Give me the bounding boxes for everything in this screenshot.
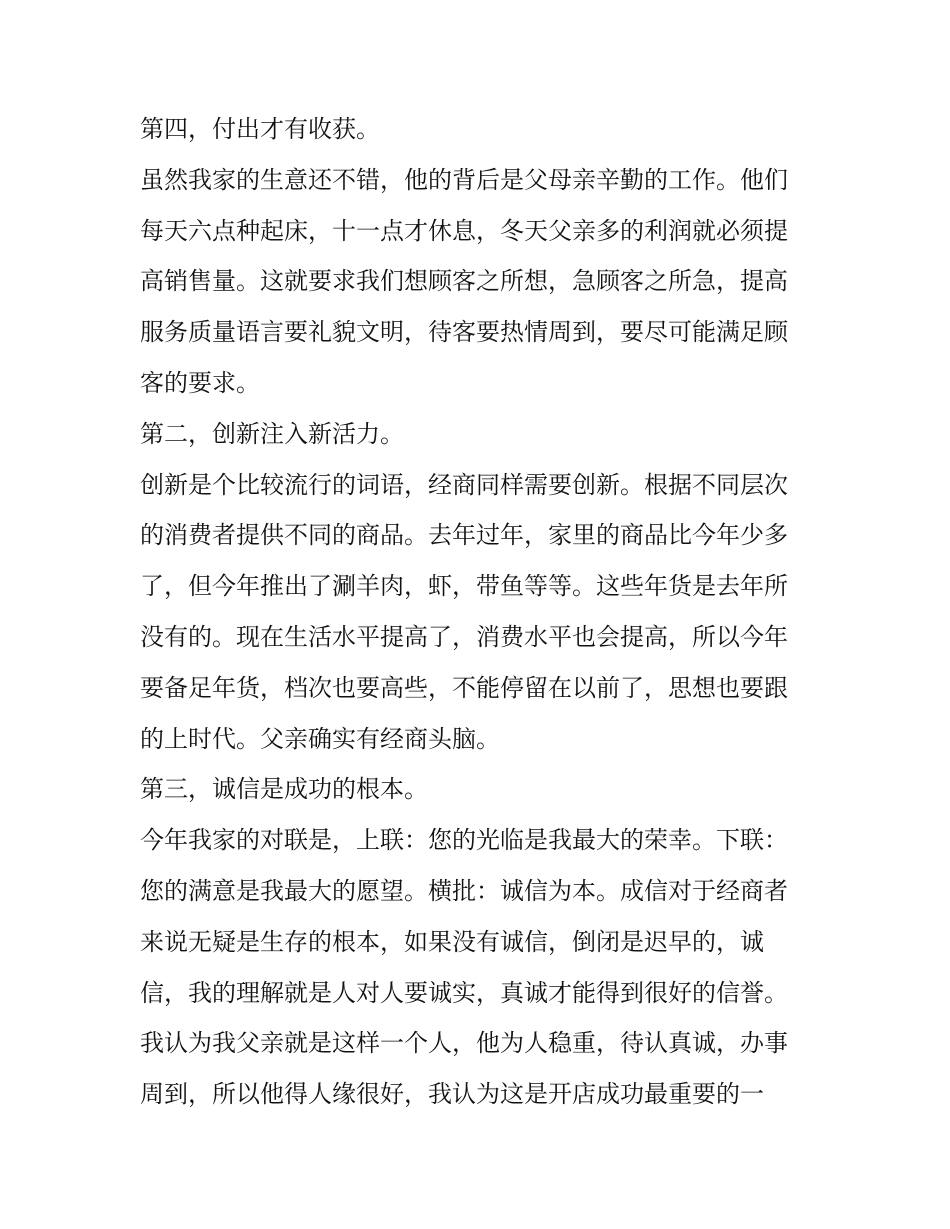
text-line-heading-2: 第二，创新注入新活力。 xyxy=(140,419,404,448)
text-line: 没有的。现在生活水平提高了，消费水平也会提高，所以今年 xyxy=(140,622,788,651)
text-line: 客的要求。 xyxy=(140,368,260,397)
text-line: 服务质量语言要礼貌文明，待客要热情周到，要尽可能满足顾 xyxy=(140,318,788,347)
text-line-heading-3: 第三，诚信是成功的根本。 xyxy=(140,775,428,804)
text-line: 来说无疑是生存的根本，如果没有诚信，倒闭是迟早的，诚 xyxy=(140,927,764,956)
text-line: 每天六点种起床，十一点才休息，冬天父亲多的利润就必须提 xyxy=(140,216,788,245)
document-body xyxy=(140,104,820,1120)
text-line: 的消费者提供不同的商品。去年过年，家里的商品比今年少多 xyxy=(140,521,788,550)
text-line: 要备足年货，档次也要高些，不能停留在以前了，思想也要跟 xyxy=(140,673,788,702)
text-line: 我认为我父亲就是这样一个人，他为人稳重，待认真诚，办事 xyxy=(140,1029,788,1058)
text-line: 了，但今年推出了涮羊肉，虾，带鱼等等。这些年货是去年所 xyxy=(140,572,788,601)
text-line: 高销售量。这就要求我们想顾客之所想，急顾客之所急，提高 xyxy=(140,267,788,296)
text-line: 您的满意是我最大的愿望。横批：诚信为本。成信对于经商者 xyxy=(140,876,788,905)
text-line: 虽然我家的生意还不错，他的背后是父母亲辛勤的工作。他们 xyxy=(140,165,788,194)
text-line: 今年我家的对联是，上联：您的光临是我最大的荣幸。下联： xyxy=(140,826,788,855)
text-line: 的上时代。父亲确实有经商头脑。 xyxy=(140,724,500,753)
text-line: 信，我的理解就是人对人要诚实，真诚才能得到很好的信誉。 xyxy=(140,978,788,1007)
text-line: 周到，所以他得人缘很好，我认为这是开店成功最重要的一 xyxy=(140,1080,764,1109)
text-line: 创新是个比较流行的词语，经商同样需要创新。根据不同层次 xyxy=(140,470,788,499)
text-line-heading-4: 第四，付出才有收获。 xyxy=(140,115,380,143)
